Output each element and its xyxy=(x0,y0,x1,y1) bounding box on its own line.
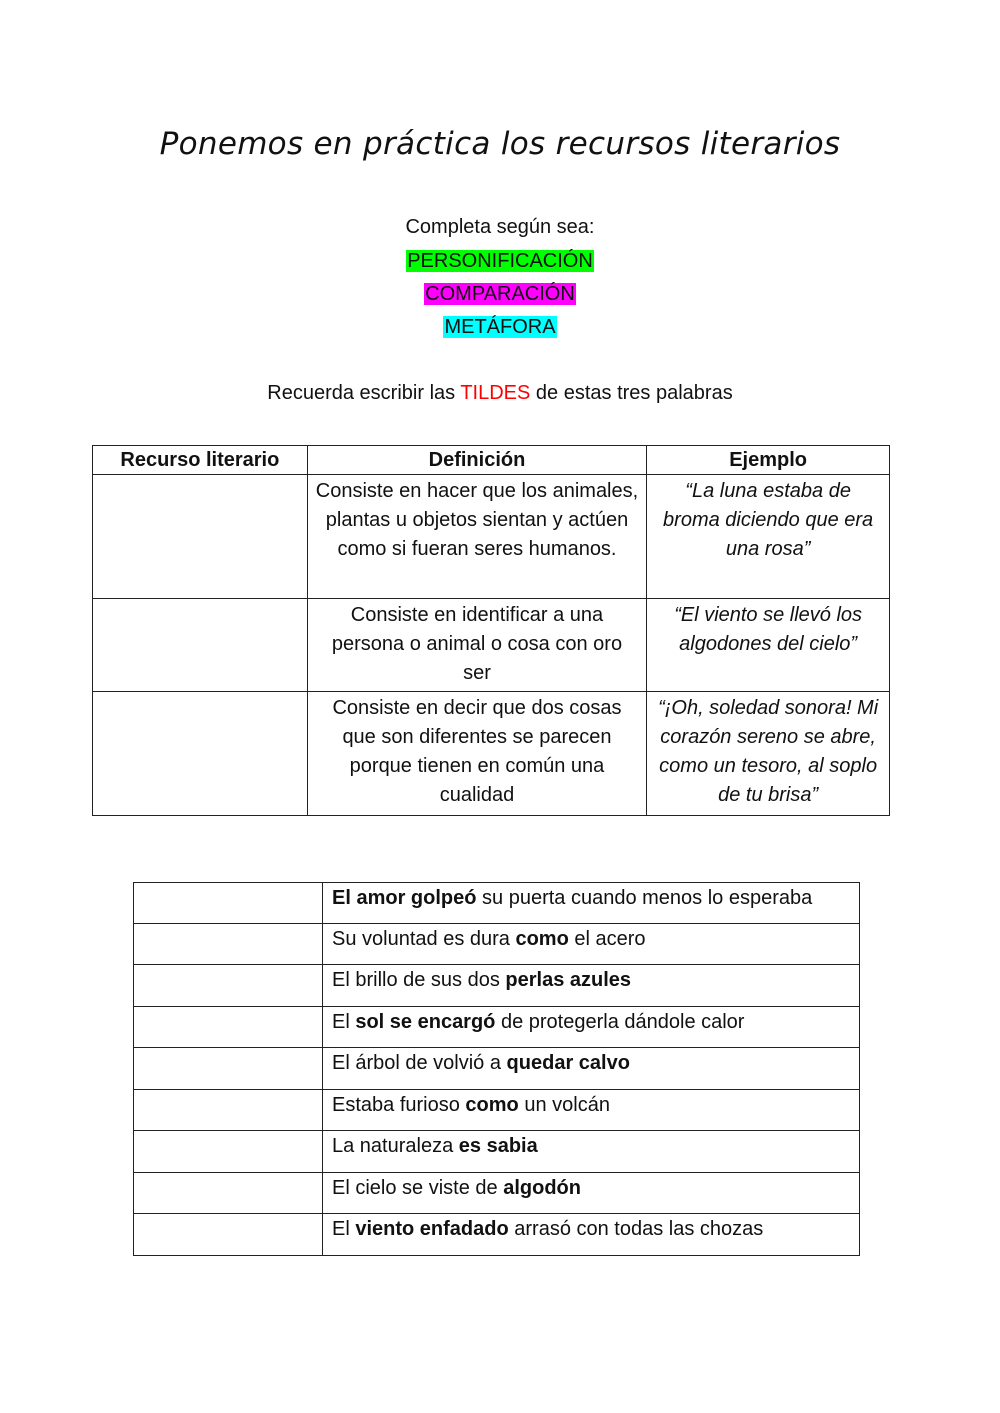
exercise-row xyxy=(134,883,860,924)
option-metafora xyxy=(0,315,1000,339)
reminder-before: Recuerda escribir las xyxy=(267,382,461,404)
exercise-answer-cell[interactable] xyxy=(134,965,323,1007)
sentence-keyword: es sabia xyxy=(458,1135,538,1157)
sentence-text: Estaba furioso xyxy=(332,1094,466,1116)
sentence-keyword: perlas azules xyxy=(505,969,632,991)
sentence-keyword: El amor golpeó xyxy=(332,887,477,909)
definition-cell: Consiste en decir que dos cosas que son diferentes se parecen porque tienen en común una cualidad xyxy=(307,692,647,816)
sentence-text: un volcán xyxy=(518,1094,610,1116)
page-title: Ponemos en práctica los recursos literarios xyxy=(159,126,841,162)
definition-cell: Consiste en hacer que los animales, plantas u objetos sientan y actúen como si fueran seres humanos. xyxy=(307,475,647,599)
option-personificacion-label: PERSONIFICACIÓN xyxy=(407,250,593,272)
option-personificacion xyxy=(0,249,1000,273)
exercise-sentence-cell xyxy=(323,1214,860,1256)
example-cell: “La luna estaba de broma diciendo que era una rosa” xyxy=(647,475,890,599)
instructions-intro: Completa según sea: xyxy=(405,216,595,238)
exercise-row xyxy=(134,965,860,1007)
exercise-row xyxy=(134,1048,860,1090)
sentence-text: Su voluntad es dura xyxy=(332,928,516,950)
sentence-text: La naturaleza xyxy=(332,1135,459,1157)
sentence-text: El árbol de volvió a xyxy=(332,1052,507,1074)
exercise-sentence-cell xyxy=(323,883,860,924)
exercise-row xyxy=(134,924,860,965)
exercise-answer-cell[interactable] xyxy=(134,924,323,965)
sentence-text: el acero xyxy=(568,928,646,950)
sentence-text: El cielo se viste de xyxy=(332,1177,504,1199)
sentence-keyword: como xyxy=(465,1094,519,1116)
exercise-row xyxy=(134,1131,860,1173)
header-recurso: Recurso literario xyxy=(93,446,308,475)
header-definicion: Definición xyxy=(307,446,647,475)
sentence-keyword: algodón xyxy=(503,1177,581,1199)
exercise-table xyxy=(133,882,860,1256)
sentence-keyword: sol se encargó xyxy=(355,1011,496,1033)
definition-row xyxy=(93,599,890,692)
definitions-table xyxy=(92,445,890,816)
exercise-sentence-cell xyxy=(323,1048,860,1090)
option-metafora-label: METÁFORA xyxy=(444,316,556,338)
reminder-after: de estas tres palabras xyxy=(530,382,733,404)
exercise-answer-cell[interactable] xyxy=(134,1048,323,1090)
exercise-sentence-cell xyxy=(323,1173,860,1214)
resource-answer-cell[interactable] xyxy=(93,692,308,816)
exercise-sentence-cell xyxy=(323,1131,860,1173)
reminder-line xyxy=(0,381,1000,405)
example-cell: “¡Oh, soledad sonora! Mi corazón sereno se abre, como un tesoro, al soplo de tu brisa” xyxy=(647,692,890,816)
exercise-answer-cell[interactable] xyxy=(134,1173,323,1214)
option-comparacion xyxy=(0,282,1000,306)
exercise-row xyxy=(134,1090,860,1131)
exercise-row xyxy=(134,1007,860,1048)
exercise-sentence-cell xyxy=(323,965,860,1007)
exercise-sentence-cell xyxy=(323,1007,860,1048)
sentence-keyword: como xyxy=(515,928,569,950)
sentence-text: El brillo de sus dos xyxy=(332,969,506,991)
exercise-answer-cell[interactable] xyxy=(134,1131,323,1173)
definition-cell: Consiste en identificar a una persona o animal o cosa con oro ser xyxy=(307,599,647,692)
definition-row xyxy=(93,692,890,816)
exercise-row xyxy=(134,1173,860,1214)
resource-answer-cell[interactable] xyxy=(93,475,308,599)
definitions-header-row xyxy=(93,446,890,475)
exercise-sentence-cell xyxy=(323,924,860,965)
exercise-answer-cell[interactable] xyxy=(134,1007,323,1048)
exercise-sentence-cell xyxy=(323,1090,860,1131)
resource-answer-cell[interactable] xyxy=(93,599,308,692)
exercise-answer-cell[interactable] xyxy=(134,1214,323,1256)
sentence-text: El xyxy=(332,1011,356,1033)
exercise-row xyxy=(134,1214,860,1256)
exercise-answer-cell[interactable] xyxy=(134,1090,323,1131)
example-cell: “El viento se llevó los algodones del cielo” xyxy=(647,599,890,692)
sentence-text: de protegerla dándole calor xyxy=(495,1011,745,1033)
reminder-tildes: TILDES xyxy=(460,382,531,404)
sentence-text: su puerta cuando menos lo esperaba xyxy=(476,887,813,909)
header-ejemplo: Ejemplo xyxy=(647,446,890,475)
exercise-answer-cell[interactable] xyxy=(134,883,323,924)
sentence-keyword: viento enfadado xyxy=(355,1218,509,1240)
sentence-text: arrasó con todas las chozas xyxy=(508,1218,764,1240)
definition-row xyxy=(93,475,890,599)
sentence-text: El xyxy=(332,1218,356,1240)
sentence-keyword: quedar calvo xyxy=(506,1052,630,1074)
option-comparacion-label: COMPARACIÓN xyxy=(425,283,575,305)
